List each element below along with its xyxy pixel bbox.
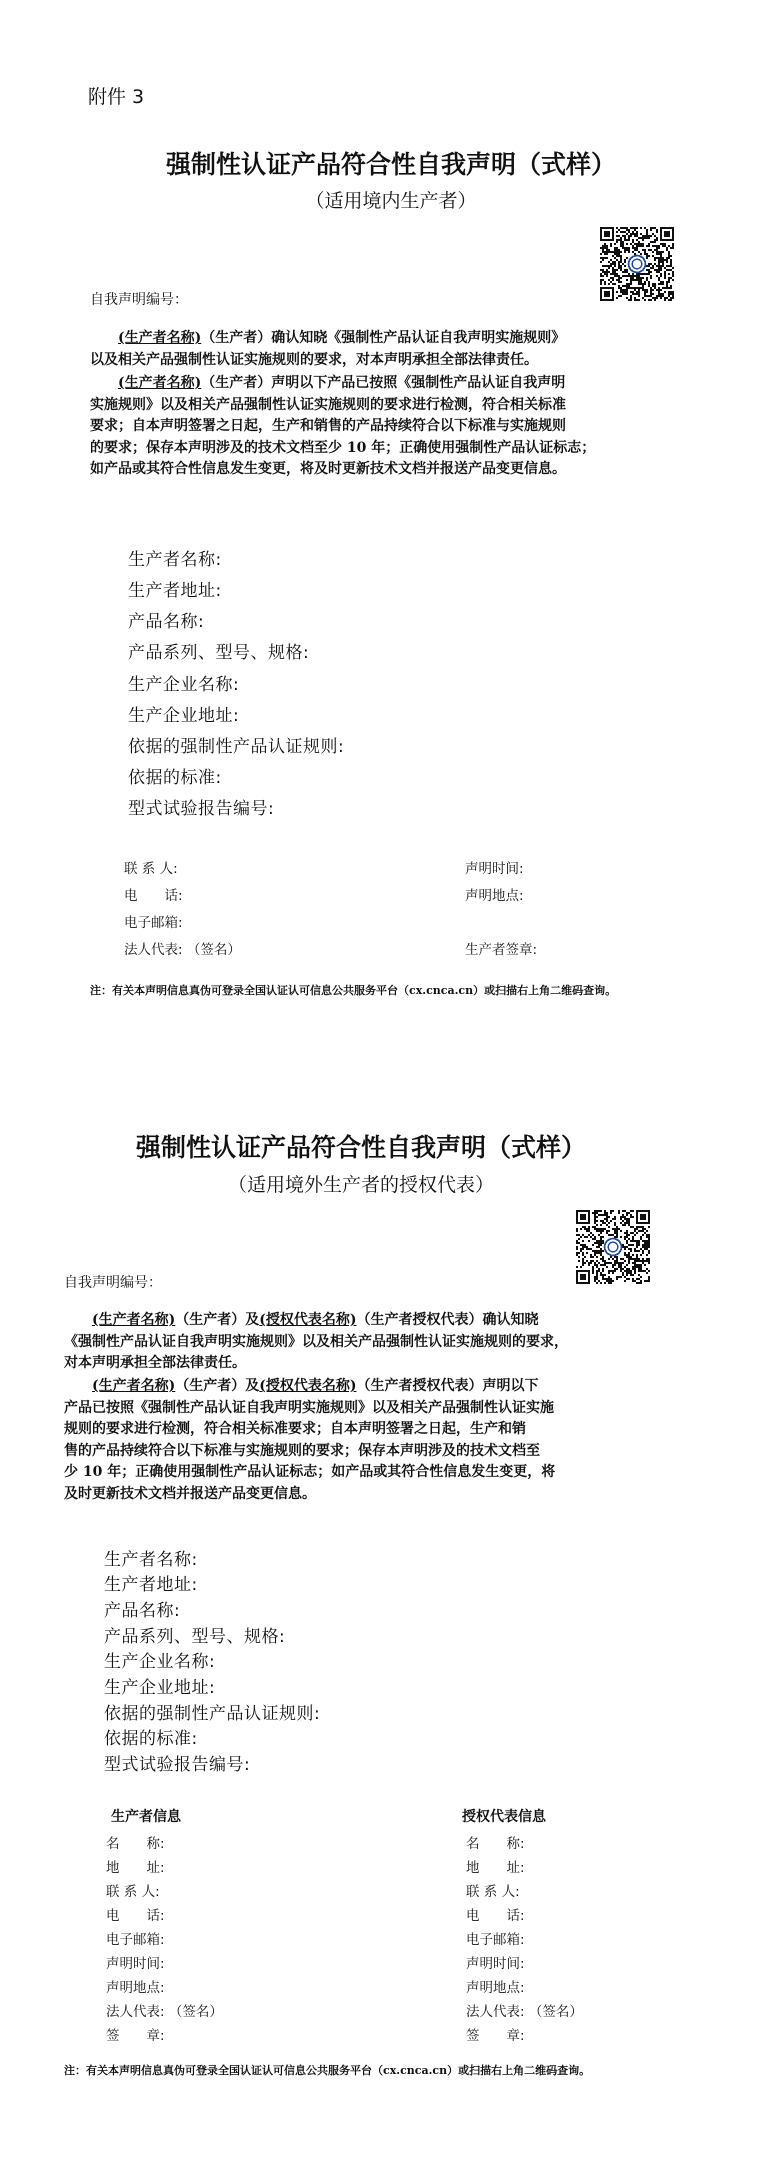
form1-field-producer-address: 生产者地址:: [128, 581, 222, 601]
rep-info-time: 声明时间:: [466, 1956, 525, 1972]
rep-info-legal-rep: 法人代表: （签名）: [466, 2004, 583, 2020]
rep-info-name: 名 称:: [466, 1836, 525, 1852]
text-line: 规则的要求进行检测，符合相关标准要求；自本声明签署之日起，生产和销: [64, 1421, 526, 1437]
rep-info-email: 电子邮箱:: [466, 1932, 525, 1948]
form1-paragraph-1: [90, 328, 565, 371]
producer-info-contact: 联 系 人:: [106, 1884, 160, 1900]
producer-info-place: 声明地点:: [106, 1980, 165, 1996]
form1-field-product-name: 产品名称:: [128, 612, 205, 632]
producer-info-email: 电子邮箱:: [106, 1932, 165, 1948]
producer-name-placeholder: (生产者名称): [92, 1312, 176, 1328]
producer-info-time: 声明时间:: [106, 1956, 165, 1972]
rep-info-heading: 授权代表信息: [462, 1809, 546, 1825]
text-line: （生产者）及: [175, 1312, 260, 1328]
form1-field-manufacturer-name: 生产企业名称:: [128, 675, 240, 695]
form1-declaration-time: 声明时间:: [465, 861, 524, 877]
form1-email: 电子邮箱:: [124, 915, 183, 931]
rep-info-seal: 签 章:: [466, 2028, 525, 2044]
form2-field-certification-rules: 依据的强制性产品认证规则:: [104, 1704, 321, 1724]
producer-name-placeholder: (生产者名称): [118, 330, 202, 346]
rep-info-contact: 联 系 人:: [466, 1884, 520, 1900]
rep-name-placeholder: (授权代表名称): [259, 1312, 357, 1328]
text-line: 及时更新技术文档并报送产品变更信息。: [64, 1485, 316, 1502]
producer-name-placeholder: (生产者名称): [118, 375, 202, 391]
producer-info-legal-rep: 法人代表: （签名）: [106, 2004, 223, 2020]
form1-number-label: 自我声明编号：: [90, 292, 188, 308]
form2-subtitle: （适用境外生产者的授权代表）: [227, 1174, 494, 1196]
form2-title: 强制性认证产品符合性自我声明（式样）: [135, 1133, 586, 1162]
form2-field-product-model: 产品系列、型号、规格:: [104, 1627, 286, 1647]
form2-note: 注：有关本声明信息真伪可登录全国认证认可信息公共服务平台（cx.cnca.cn）或扫描右上角二维码查询。: [64, 2064, 591, 2077]
form1-field-standards: 依据的标准:: [128, 768, 222, 788]
form2-field-manufacturer-address: 生产企业地址:: [104, 1678, 216, 1698]
rep-info-phone: 电 话:: [466, 1908, 525, 1924]
attachment-label: 附件 3: [88, 86, 145, 108]
form1-legal-rep: 法人代表: （签名）: [124, 942, 241, 958]
form1-field-manufacturer-address: 生产企业地址:: [128, 706, 240, 726]
text-line: （生产者）确认知晓《强制性产品认证自我声明实施规则》: [201, 330, 566, 346]
form2-paragraph-1: [64, 1310, 568, 1375]
qr-code-icon: [600, 227, 674, 301]
text-line: （生产者授权代表）确认知晓: [356, 1312, 539, 1328]
form2-field-producer-name: 生产者名称:: [104, 1550, 198, 1570]
text-line: 售的产品持续符合以下标准与实施规则的要求；保存本声明涉及的技术文档至: [64, 1442, 540, 1459]
rep-name-placeholder: (授权代表名称): [259, 1378, 357, 1394]
form2-paragraph-2: [64, 1376, 555, 1505]
text-line: 实施规则》以及相关产品强制性认证实施规则的要求进行检测，符合相关标准: [90, 396, 566, 413]
form2-field-producer-address: 生产者地址:: [104, 1575, 198, 1595]
producer-info-heading: 生产者信息: [111, 1809, 181, 1825]
text-line: 如产品或其符合性信息发生变更，将及时更新技术文档并报送产品变更信息。: [90, 461, 566, 477]
qr-code-icon: [576, 1210, 650, 1284]
form1-field-product-model: 产品系列、型号、规格:: [128, 643, 310, 663]
rep-info-address: 地 址:: [466, 1860, 525, 1876]
rep-info-place: 声明地点:: [466, 1980, 525, 1996]
qr-code-image: [600, 227, 674, 301]
qr-code-image: [576, 1210, 650, 1284]
form2-number-label: 自我声明编号：: [64, 1275, 162, 1291]
form1-subtitle: （适用境内生产者）: [305, 190, 477, 212]
producer-info-phone: 电 话:: [106, 1908, 165, 1924]
text-line: 《强制性产品认证自我声明实施规则》以及相关产品强制性认证实施规则的要求，: [64, 1333, 568, 1350]
form1-signature: 生产者签章:: [465, 942, 538, 958]
text-line: 少 10 年；正确使用强制性产品认证标志；如产品或其符合性信息发生变更，将: [64, 1464, 556, 1480]
text-line: （生产者）声明以下产品已按照《强制性产品认证自我声明: [201, 375, 566, 391]
form1-field-certification-rules: 依据的强制性产品认证规则:: [128, 737, 345, 757]
text-line: 的要求；保存本声明涉及的技术文档至少 10 年；正确使用强制性产品认证标志；: [90, 439, 596, 456]
form2-field-test-report: 型式试验报告编号:: [104, 1755, 251, 1775]
producer-info-seal: 签 章:: [106, 2028, 165, 2044]
text-line: 要求；自本声明签署之日起，生产和销售的产品持续符合以下标准与实施规则: [90, 418, 566, 434]
producer-info-address: 地 址:: [106, 1860, 165, 1876]
text-line: 产品已按照《强制性产品认证自我声明实施规则》以及相关产品强制性认证实施: [64, 1399, 554, 1416]
form1-declaration-place: 声明地点:: [465, 888, 524, 904]
producer-info-name: 名 称:: [106, 1836, 165, 1852]
text-line: 对本声明承担全部法律责任。: [64, 1355, 246, 1371]
form1-field-producer-name: 生产者名称:: [128, 550, 222, 570]
text-line: （生产者授权代表）声明以下: [356, 1378, 539, 1394]
form2-field-manufacturer-name: 生产企业名称:: [104, 1652, 216, 1672]
form1-title: 强制性认证产品符合性自我声明（式样）: [165, 150, 616, 179]
form1-contact: 联 系 人:: [124, 861, 178, 877]
form1-phone: 电 话:: [124, 888, 183, 904]
producer-name-placeholder: (生产者名称): [92, 1378, 176, 1394]
form1-paragraph-2: [90, 373, 595, 481]
form2-field-standards: 依据的标准:: [104, 1729, 198, 1749]
text-line: 以及相关产品强制性认证实施规则的要求，对本声明承担全部法律责任。: [90, 351, 538, 368]
text-line: （生产者）及: [175, 1378, 260, 1394]
form1-field-test-report: 型式试验报告编号:: [128, 799, 275, 819]
form1-note: 注：有关本声明信息真伪可登录全国认证认可信息公共服务平台（cx.cnca.cn）或扫描右上角二维码查询。: [90, 984, 617, 997]
form2-field-product-name: 产品名称:: [104, 1601, 181, 1621]
